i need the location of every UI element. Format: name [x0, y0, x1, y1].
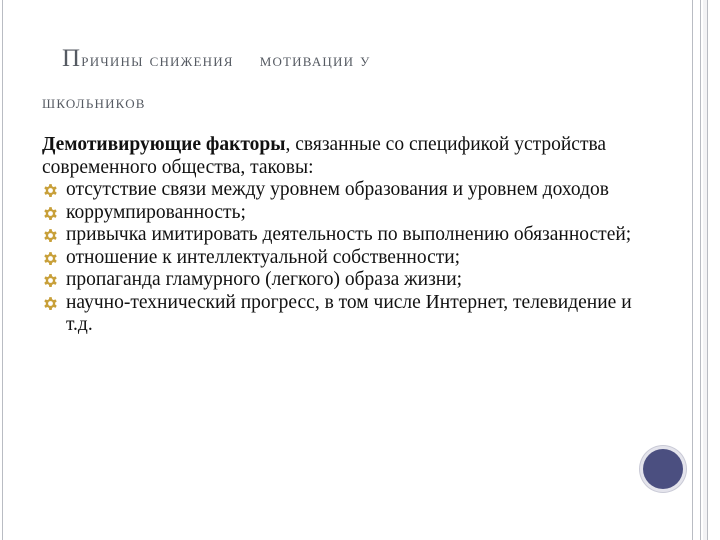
gear-icon — [42, 205, 59, 222]
bullet-item — [42, 224, 642, 247]
bullet-text: коррумпированность; — [66, 201, 246, 223]
right-border-line-3 — [707, 0, 708, 540]
bullet-text: отсутствие связи между уровнем образования и уровнем доходов — [66, 179, 609, 200]
intro-bold: Демотивирующие факторы — [42, 134, 286, 155]
bullet-text: научно-технический прогресс, в том числе Интернет, телевидение и т.д. — [66, 291, 632, 335]
bullet-item — [42, 247, 642, 270]
gear-icon — [42, 227, 59, 244]
title-line-1 — [62, 40, 662, 80]
intro-rest: , связанные со спецификой устройства современного общества, таковы: — [42, 134, 607, 178]
title-line-1-tail: мотивации у — [259, 50, 371, 71]
slide-title — [42, 40, 662, 122]
intro-paragraph — [42, 134, 642, 179]
decorative-circle — [643, 449, 683, 489]
title-line-2: школьников — [42, 92, 146, 113]
gear-icon — [42, 272, 59, 289]
bullet-text: пропаганда гламурного (легкого) образа жизни; — [66, 269, 463, 290]
bullet-item — [42, 179, 642, 202]
right-border-line-1 — [692, 0, 693, 540]
left-border-line — [2, 0, 3, 540]
slide-body — [42, 134, 642, 337]
bullet-text: привычка имитировать деятельность по выполнению обязанностей; — [66, 224, 632, 245]
title-initial-cap: П — [62, 45, 82, 72]
bullet-item — [42, 202, 642, 225]
gear-icon — [42, 182, 59, 199]
title-line-1-text: ричины снижения — [81, 50, 234, 71]
bullet-item — [42, 269, 642, 292]
right-border-line-2 — [700, 0, 701, 540]
bullet-item — [42, 292, 642, 337]
gear-icon — [42, 250, 59, 267]
bullet-text: отношение к интеллектуальной собственности; — [66, 246, 461, 268]
gear-icon — [42, 295, 59, 312]
bullet-list — [42, 179, 642, 337]
